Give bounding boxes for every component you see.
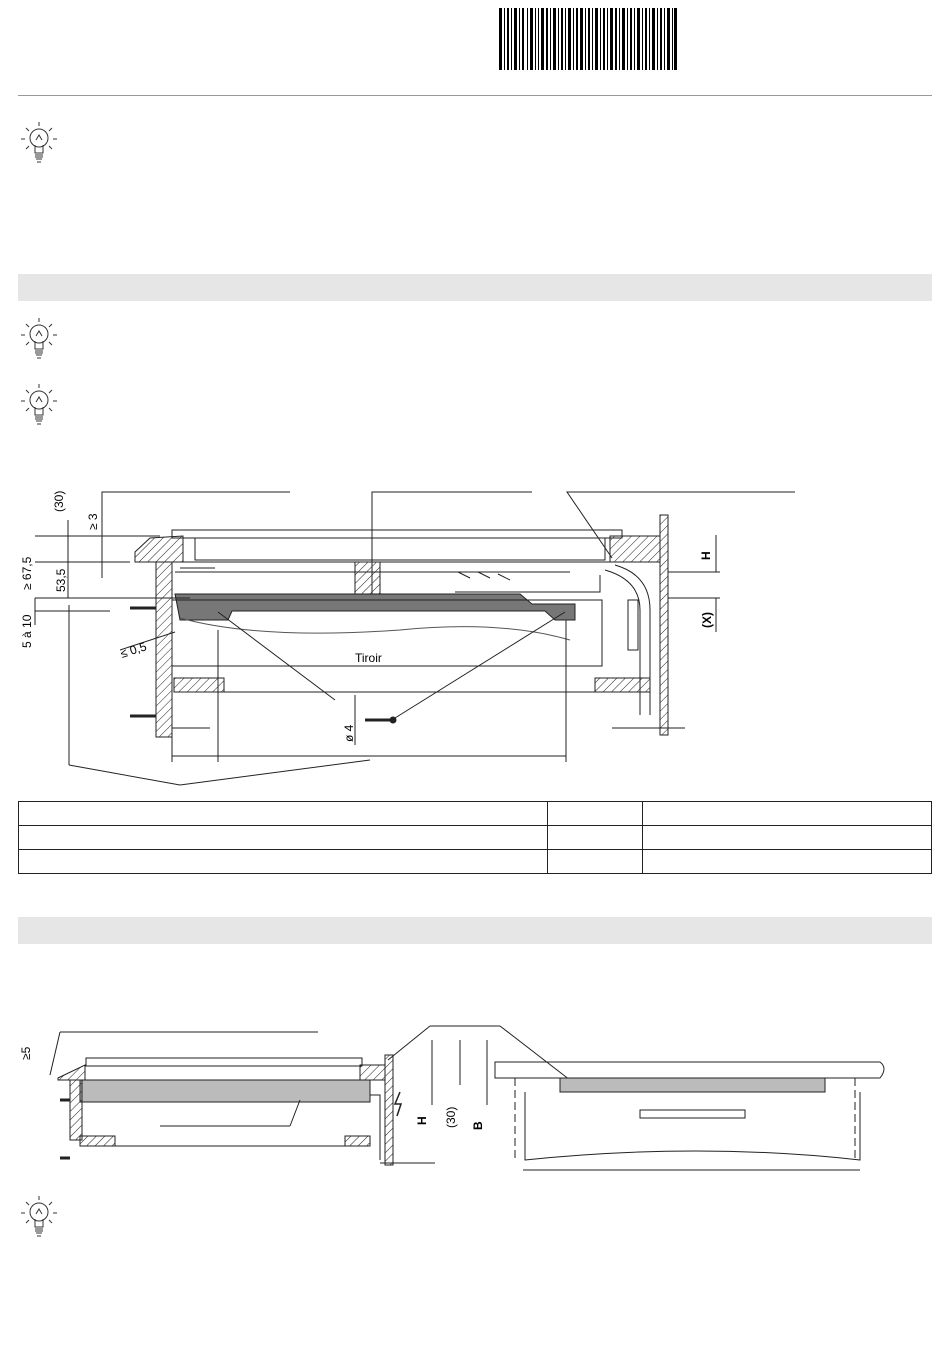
table-row [19,826,932,850]
section-band-2 [18,917,932,944]
dim-53-5: 53,5 [54,568,68,592]
dim-o4: ø 4 [342,724,356,742]
label-h: H [415,1116,429,1125]
table-cell [548,802,643,826]
dim-5a10: 5 à 10 [20,614,34,648]
label-b: B [471,1121,485,1130]
table-cell [19,850,548,874]
dim-30: (30) [444,1106,458,1128]
table-cell [548,826,643,850]
header-divider [18,95,932,96]
table-row [19,802,932,826]
label-tiroir: Tiroir [355,651,382,665]
table-cell [643,826,932,850]
lightbulb-icon [16,1192,62,1242]
lightbulb-icon [16,118,62,168]
lightning-icon [395,1092,401,1116]
lightbulb-icon [16,380,62,430]
table-cell [548,850,643,874]
dim-ge67-5: ≥ 67,5 [20,556,34,590]
lightbulb-icon [16,314,62,364]
section-band-1 [18,274,932,301]
barcode-icon [499,8,677,70]
table-row [19,850,932,874]
table-cell [19,802,548,826]
dim-30: (30) [52,490,66,512]
installation-diagram-flush [0,1020,950,1180]
label-x: (X) [700,612,714,628]
table-cell [643,802,932,826]
dim-le0-5: ≤ 0,5 [118,639,149,661]
dimension-table [18,801,932,874]
table-cell [643,850,932,874]
installation-diagram-drawer [0,480,950,790]
dim-ge5: ≥5 [19,1046,33,1060]
label-h: H [699,551,713,560]
dim-ge3: ≥ 3 [86,513,100,530]
table-cell [19,826,548,850]
